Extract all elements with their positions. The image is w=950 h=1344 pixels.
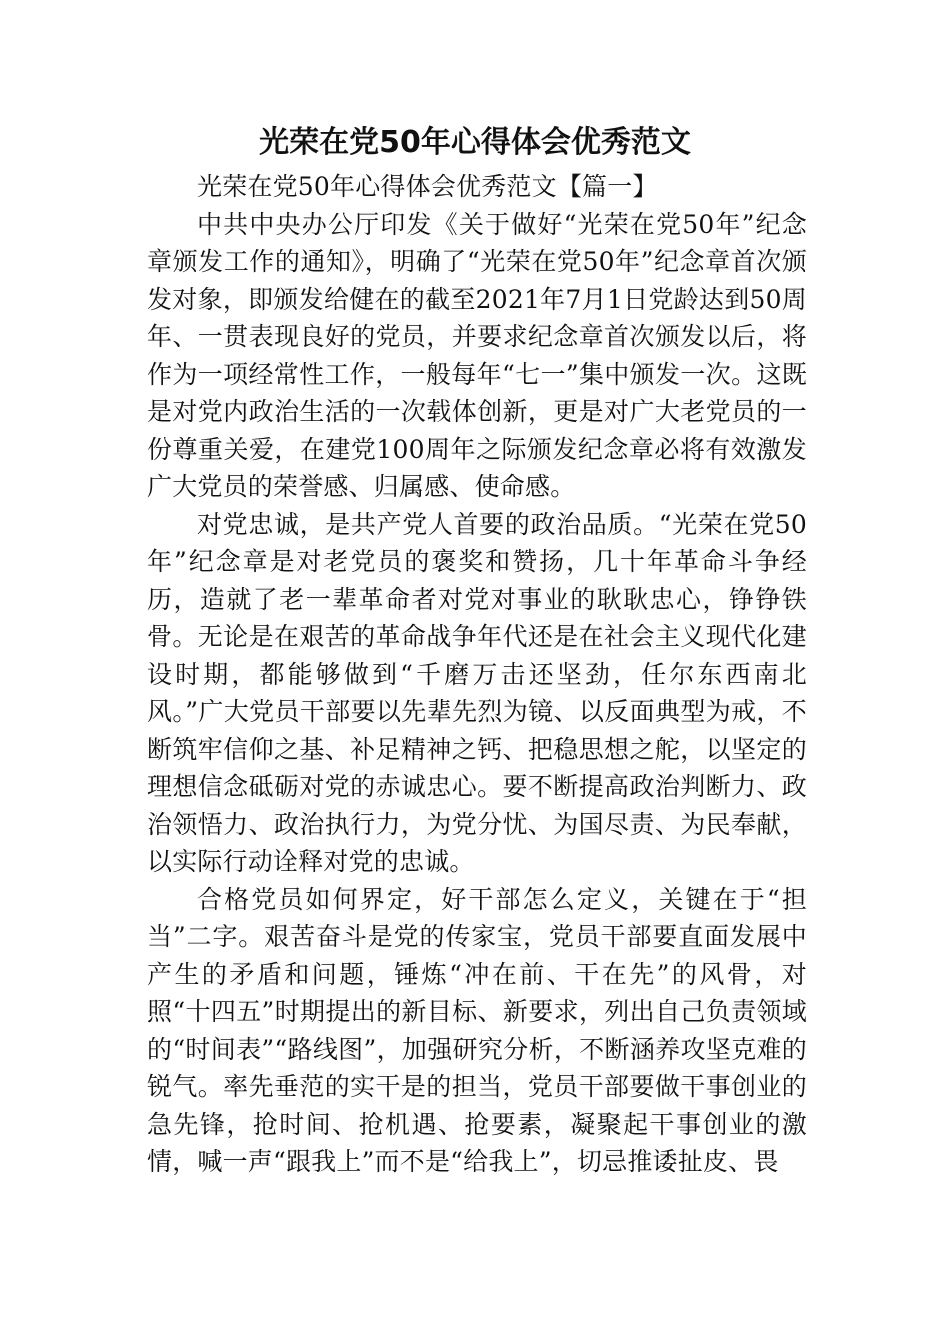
section-subheading: 光荣在党50年心得体会优秀范文【篇一】 [197,172,658,201]
body-paragraph: 中共中央办公厅印发《关于做好“光荣在党50年”纪念章颁发工作的通知》，明确了“光荣在党50年”纪念章首次颁发对象，即颁发给健在的截至2021年7月1日党龄达到50周年、一贯表现良好的党员，并要求纪念章首次颁发以后，将作为一项经常性工作，一般每年“七一”集中颁发一次。这既是对党内政治生活的一次载体创新，更是对广大老党员的一份尊重关爱，在建党100周年之际颁发纪念章必将有效激发广大党员的荣誉感、归属感、使命感。 [147,209,807,501]
body-paragraph: 合格党员如何界定，好干部怎么定义，关键在于“担当”二字。艰苦奋斗是党的传家宝，党员干部要直面发展中产生的矛盾和问题，锤炼“冲在前、干在先”的风骨，对照“十四五”时期提出的新目标、新要求，列出自己负责领域的“时间表”“路线图”，加强研究分析，不断涵养攻坚克难的锐气。率先垂范的实干是的担当，党员干部要做干事创业的急先锋，抢时间、抢机遇、抢要素，凝聚起干事创业的激情，喊一声“跟我上”而不是“给我上”，切忌推诿扯皮、畏 [147,884,807,1176]
body-paragraph: 对党忠诚，是共产党人首要的政治品质。“光荣在党50年”纪念章是对老党员的褒奖和赞扬，几十年革命斗争经历，造就了老一辈革命者对党对事业的耿耿忠心，铮铮铁骨。无论是在艰苦的革命战争年代还是在社会主义现代化建设时期，都能够做到“千磨万击还坚劲，任尔东西南北风。”广大党员干部要以先辈先烈为镜、以反面典型为戒，不断筑牢信仰之基、补足精神之钙、把稳思想之舵，以坚定的理想信念砥砺对党的赤诚忠心。要不断提高政治判断力、政治领悟力、政治执行力，为党分忧、为国尽责、为民奉献，以实际行动诠释对党的忠诚。 [147,509,807,876]
document-title: 光荣在党50年心得体会优秀范文 [259,125,691,160]
document-body [147,168,807,1181]
